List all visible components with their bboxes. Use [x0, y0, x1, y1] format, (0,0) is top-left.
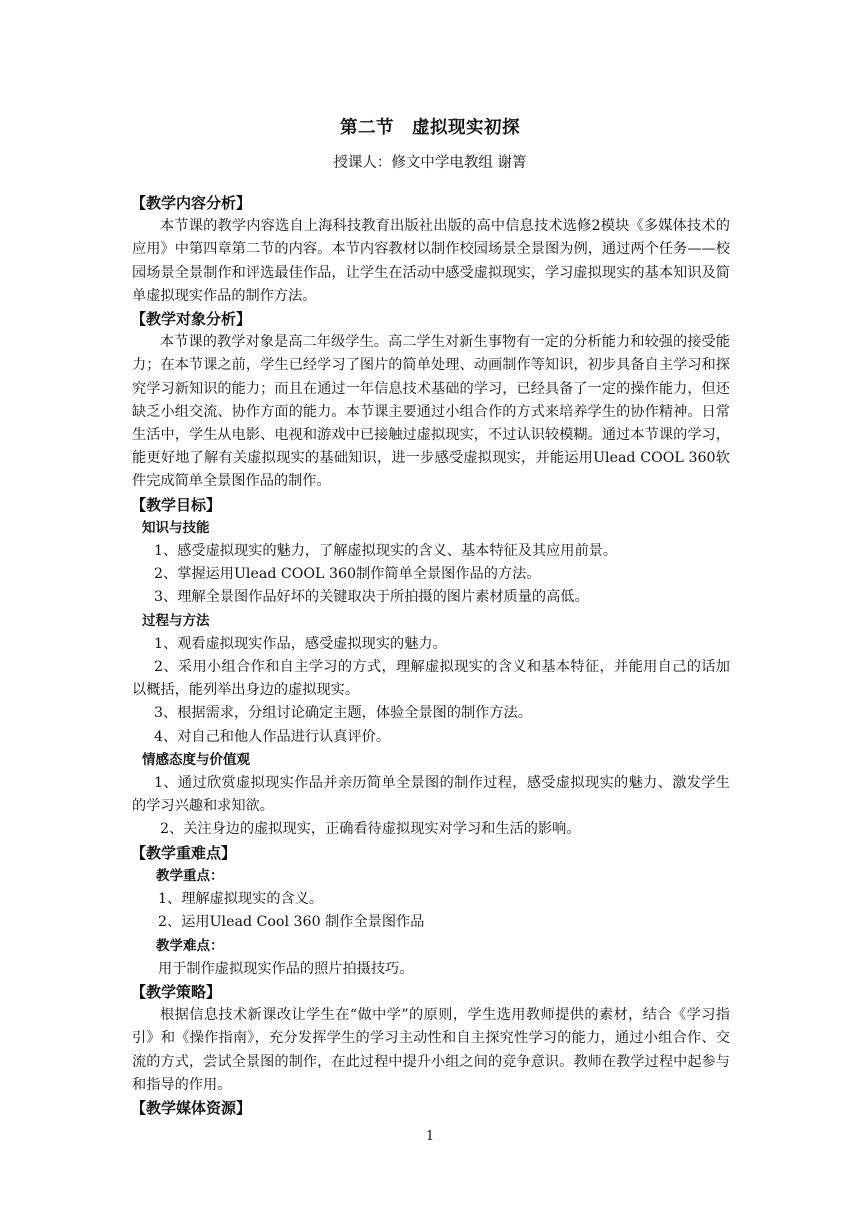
knowledge-item: 2、掌握运用Ulead COOL 360制作简单全景图作品的方法。 — [154, 566, 541, 583]
attitude-item: 2、关注身边的虚拟现实，正确看待虚拟现实对学习和生活的影响。 — [160, 821, 581, 838]
focus-item: 1、理解虚拟现实的含义。 — [158, 891, 324, 908]
section-heading-student-analysis: 【教学对象分析】 — [131, 310, 252, 329]
section-heading-strategy: 【教学策略】 — [131, 982, 222, 1001]
focus-item: 2、运用Ulead Cool 360 制作全景图作品 — [158, 914, 425, 931]
section-heading-media: 【教学媒体资源】 — [131, 1098, 252, 1117]
author-line: 授课人：修文中学电教组 谢箐 — [333, 155, 527, 171]
page-number: 1 — [425, 1129, 435, 1144]
content-analysis-paragraph: 本节课的教学内容选自上海科技教育出版社出版的高中信息技术选修2模块《多媒体技术的应用》中第四章第二节的内容。本节内容教材以制作校园场景全景图为例，通过两个任务——校园场景全景制作和评选最佳作品，让学生在活动中感受虚拟现实，学习虚拟现实的基本知识及简单虚拟现实作品的制作方法。 — [132, 218, 730, 304]
subheading-knowledge-skills: 知识与技能 — [142, 519, 210, 536]
section-heading-key-points: 【教学重难点】 — [131, 843, 237, 862]
process-item: 2、采用小组合作和自主学习的方式，理解虚拟现实的含义和基本特征，并能用自己的话加以概括，能列举出身边的虚拟现实。 — [132, 659, 730, 699]
difficulty-item: 用于制作虚拟现实作品的照片拍摄技巧。 — [158, 960, 414, 977]
student-analysis-paragraph: 本节课的教学对象是高二年级学生。高二学生对新生事物有一定的分析能力和较强的接受能力；在本节课之前，学生已经学习了图片的简单处理、动画制作等知识，初步具备自主学习和探究学习新知识的能力；而且在通过一年信息技术基础的学习，已经具备了一定的操作能力，但还缺乏小组交流、协作方面的能力。本节课主要通过小组合作的方式来培养学生的协作精神。日常生活中，学生从电影、电视和游戏中已接触过虚拟现实，不过认识较模糊。通过本节课的学习，能更好地了解有关虚拟现实的基础知识，进一步感受虚拟现实，并能运用Ulead COOL 360软件完成简单全景图作品的制作。 — [132, 334, 730, 490]
section-heading-objectives: 【教学目标】 — [131, 495, 222, 514]
subheading-difficulty: 教学难点： — [156, 937, 224, 954]
document-body — [132, 192, 730, 1120]
knowledge-item: 1、感受虚拟现实的魅力，了解虚拟现实的含义、基本特征及其应用前景。 — [154, 543, 618, 560]
process-item: 1、观看虚拟现实作品，感受虚拟现实的魅力。 — [154, 635, 447, 652]
process-item: 3、根据需求，分组讨论确定主题，体验全景图的制作方法。 — [154, 705, 532, 722]
strategy-paragraph: 根据信息技术新课改让学生在“做中学”的原则，学生选用教师提供的素材，结合《学习指引》和《操作指南》，充分发挥学生的学习主动性和自主探究性学习的能力，通过小组合作、交流的方式，尝试全景图的制作，在此过程中提升小组之间的竞争意识。教师在教学过程中起参与和指导的作用。 — [132, 1007, 730, 1093]
section-heading-content-analysis: 【教学内容分析】 — [131, 194, 252, 212]
knowledge-item: 3、理解全景图作品好坏的关键取决于所拍摄的图片素材质量的高低。 — [154, 589, 589, 606]
subheading-focus: 教学重点： — [156, 867, 224, 884]
attitude-item: 1、通过欣赏虚拟现实作品并亲历简单全景图的制作过程，感受虚拟现实的魅力、激发学生的学习兴趣和求知欲。 — [132, 775, 730, 815]
process-item: 4、对自己和他人作品进行认真评价。 — [154, 728, 391, 745]
document-title: 第二节 虚拟现实初探 — [340, 118, 520, 138]
subheading-attitude-values: 情感态度与价值观 — [142, 751, 250, 768]
subheading-process-methods: 过程与方法 — [142, 612, 210, 629]
